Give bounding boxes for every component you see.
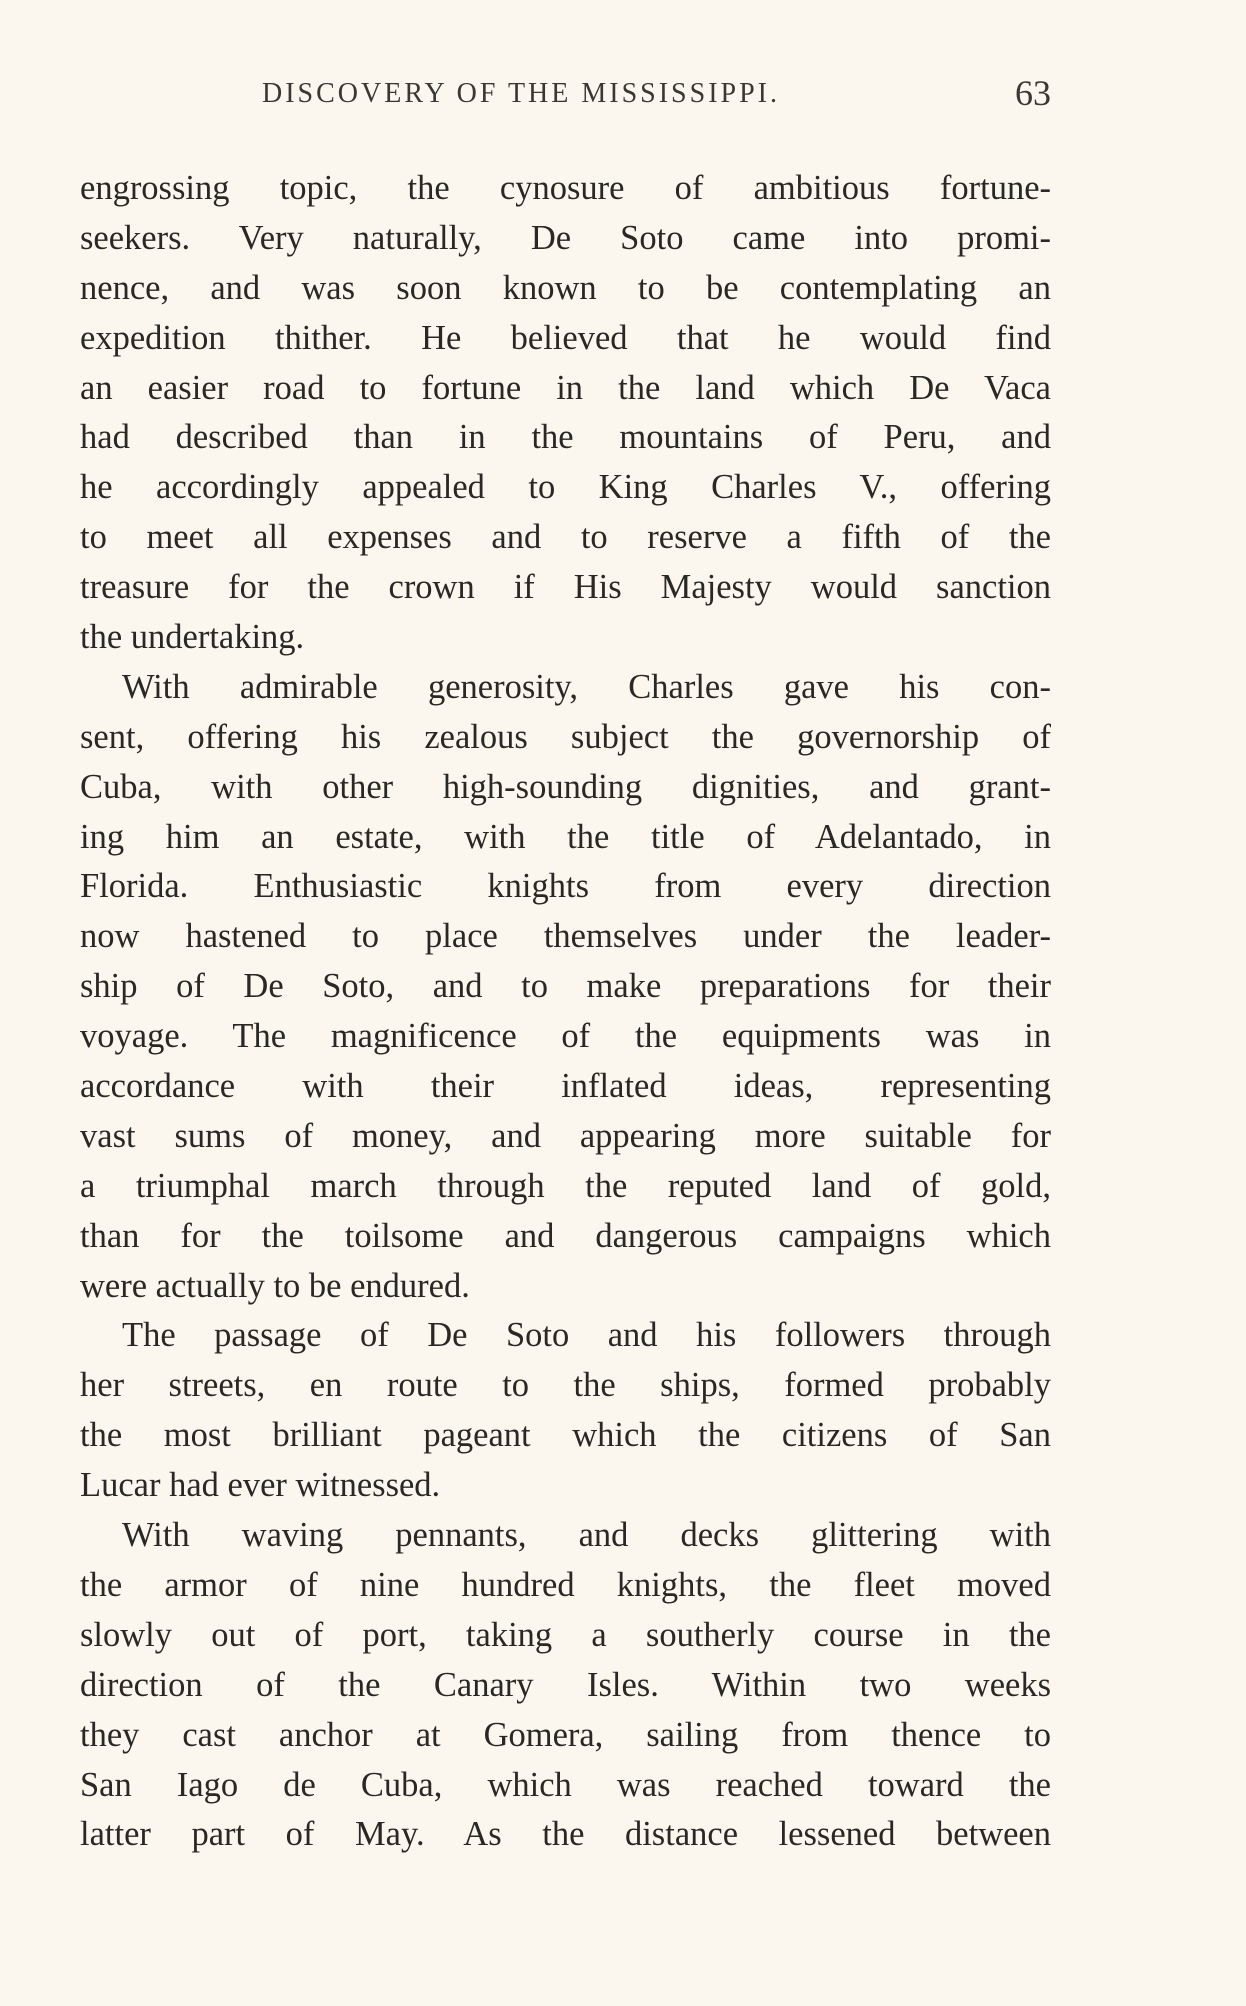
text-line: her streets, en route to the ships, formed probably	[80, 1366, 1051, 1405]
text-line: ship of De Soto, and to make preparations for their	[80, 967, 1051, 1006]
text-line: direction of the Canary Isles. Within two weeks	[80, 1665, 1051, 1704]
text-line: an easier road to fortune in the land which De Vaca	[80, 368, 1051, 407]
text-line: latter part of May. As the distance lessened between	[80, 1815, 1051, 1854]
text-line: slowly out of port, taking a southerly course in the	[80, 1615, 1051, 1654]
body-text	[80, 164, 1051, 1860]
text-line: to meet all expenses and to reserve a fifth of the	[80, 518, 1051, 557]
text-line: the armor of nine hundred knights, the fleet moved	[80, 1565, 1051, 1604]
text-line: San Iago de Cuba, which was reached toward the	[80, 1765, 1051, 1804]
text-line: the most brilliant pageant which the citizens of San	[80, 1416, 1051, 1455]
text-line: expedition thither. He believed that he would find	[80, 318, 1051, 357]
text-line: accordance with their inflated ideas, representing	[80, 1067, 1051, 1106]
text-line: the undertaking.	[80, 618, 305, 657]
text-line: With waving pennants, and decks glittering with	[122, 1516, 1051, 1555]
running-head	[80, 72, 1051, 122]
text-line: treasure for the crown if His Majesty would sanction	[80, 568, 1051, 607]
text-line: than for the toilsome and dangerous campaigns which	[80, 1216, 1051, 1255]
text-line: ing him an estate, with the title of Adelantado, in	[80, 817, 1051, 856]
text-line: sent, offering his zealous subject the governorship of	[80, 717, 1051, 756]
text-line: voyage. The magnificence of the equipments was in	[80, 1017, 1051, 1056]
text-line: With admirable generosity, Charles gave his con-	[122, 667, 1051, 706]
text-line: engrossing topic, the cynosure of ambitious fortune-	[80, 169, 1051, 207]
text-line: now hastened to place themselves under the leader-	[80, 917, 1051, 956]
text-line: Florida. Enthusiastic knights from every direction	[80, 867, 1051, 906]
text-line: had described than in the mountains of Peru, and	[80, 418, 1051, 457]
text-line: Lucar had ever witnessed.	[80, 1466, 441, 1505]
text-line: Cuba, with other high-sounding dignities, and grant-	[80, 767, 1051, 806]
text-line: vast sums of money, and appearing more suitable for	[80, 1116, 1051, 1155]
text-line: he accordingly appealed to King Charles V., offering	[80, 468, 1051, 507]
text-line: nence, and was soon known to be contemplating an	[80, 268, 1051, 307]
page-number: 63	[1015, 73, 1051, 113]
text-line: seekers. Very naturally, De Soto came into promi-	[80, 218, 1051, 257]
text-line: they cast anchor at Gomera, sailing from thence to	[80, 1715, 1051, 1754]
text-line: a triumphal march through the reputed land of gold,	[80, 1166, 1051, 1205]
text-line: The passage of De Soto and his followers through	[122, 1316, 1051, 1355]
running-title: DISCOVERY OF THE MISSISSIPPI.	[262, 78, 780, 109]
text-line: were actually to be endured.	[80, 1266, 470, 1305]
